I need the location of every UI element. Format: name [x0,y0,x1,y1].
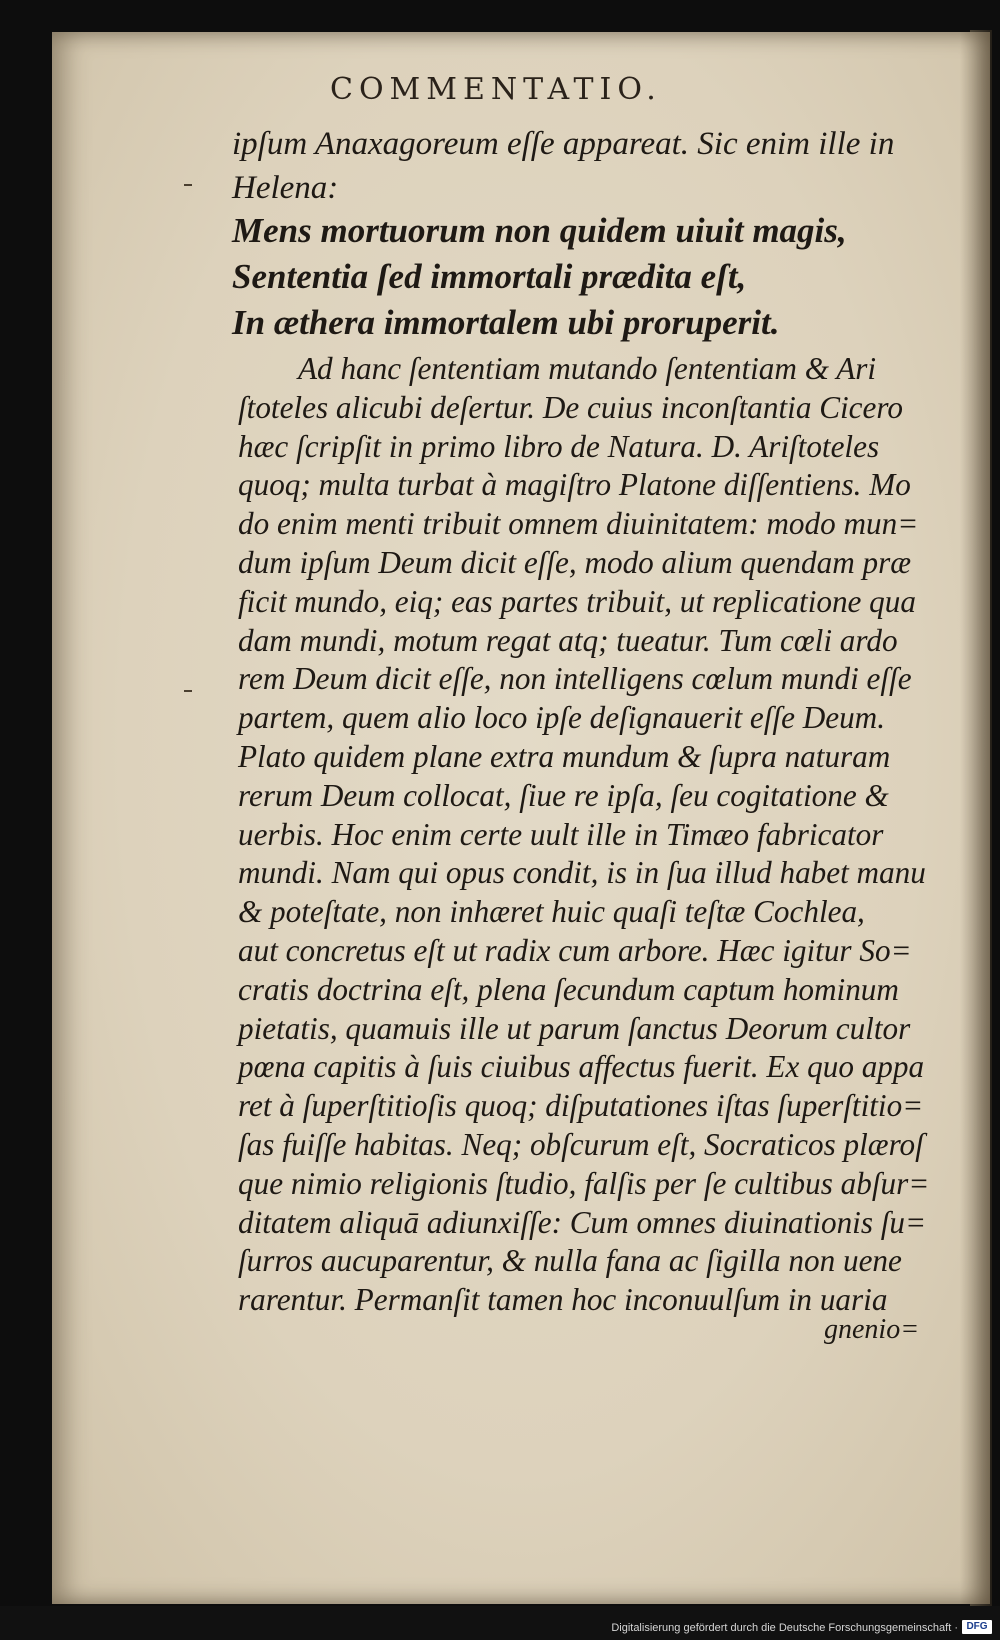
text-line: pœna capitis à ſuis ciuibus affectus fuerit. Ex quo appa [238,1049,925,1085]
text-line: ſurros aucuparentur, & nulla fana ac ſigilla non uene [238,1243,902,1279]
dfg-logo-icon: DFG [962,1620,992,1634]
text-line: aut concretus eſt ut radix cum arbore. Hæc igitur So= [238,932,912,968]
text-line: ret à ſuperſtitioſis quoq; diſputationes iſtas ſuperſtitio= [238,1088,924,1124]
text-line: cratis doctrina eſt, plena ſecundum captum hominum [238,971,899,1007]
text-line: Plato quidem plane extra mundum & ſupra naturam [238,738,891,774]
text-line: ipſum Anaxagoreum eſſe appareat. Sic enim ille in [232,126,895,162]
verse-line: Sententia ſed immortali prædita eſt, [232,257,747,296]
text-line: uerbis. Hoc enim certe uult ille in Timæo fabricator [238,816,884,852]
text-line: dum ipſum Deum dicit eſſe, modo alium quendam præ [238,544,912,580]
text-line: ficit mundo, eiq; eas partes tribuit, ut replicatione qua [238,583,916,619]
text-line: quoq; multa turbat à magiſtro Platone diſſentiens. Mo [238,467,911,503]
margin-mark [184,184,192,186]
margin-mark [184,690,192,692]
text-line: ſtoteles alicubi deſertur. De cuius inconſtantia Cicero [238,389,903,425]
text-line: que nimio religionis ſtudio, falſis per ſe cultibus abſur= [238,1165,930,1201]
funding-credit: Digitalisierung gefördert durch die Deutsche Forschungsgemeinschaft · [611,1622,958,1634]
running-head: COMMENTATIO. [330,72,662,107]
text-line: ditatem aliquā adiunxiſſe: Cum omnes diuinationis ſu= [238,1204,927,1240]
text-line: partem, quem alio loco ipſe deſignauerit eſſe Deum. [238,700,886,736]
text-line: hæc ſcripſit in primo libro de Natura. D. Ariſtoteles [238,428,880,464]
verse-line: In æthera immortalem ubi proruperit. [232,303,780,342]
text-line: mundi. Nam qui opus condit, is in ſua illud habet manu [238,855,926,891]
text-line: rem Deum dicit eſſe, non intelligens cœlum mundi eſſe [238,661,912,697]
text-line: pietatis, quamuis ille ut parum ſanctus Deorum cultor [238,1010,911,1046]
body-paragraph [238,350,958,1320]
text-line: & poteſtate, non inhæret huic quaſi teſtæ Cochlea, [238,894,865,930]
text-line: rerum Deum collocat, ſiue re ipſa, ſeu cogitatione & [238,777,889,813]
verse-line: Mens mortuorum non quidem uiuit magis, [232,211,847,250]
verse-quotation [232,208,952,346]
text-line: Ad hanc ſententiam mutando ſententiam & Ari [298,351,877,386]
text-line: do enim menti tribuit omnem diuinitatem: modo mun= [238,506,919,542]
intro-text [232,122,952,210]
text-line: dam mundi, motum regat atq; tueatur. Tum cœli ardo [238,622,898,658]
text-line: rarentur. Permanſit tamen hoc inconuulſum in uaria [238,1282,888,1318]
catchword: gnenio= [824,1314,920,1345]
text-line: ſas fuiſſe habitas. Neq; obſcurum eſt, Socraticos plæroſ [238,1126,924,1162]
text-line: Helena: [232,170,339,206]
